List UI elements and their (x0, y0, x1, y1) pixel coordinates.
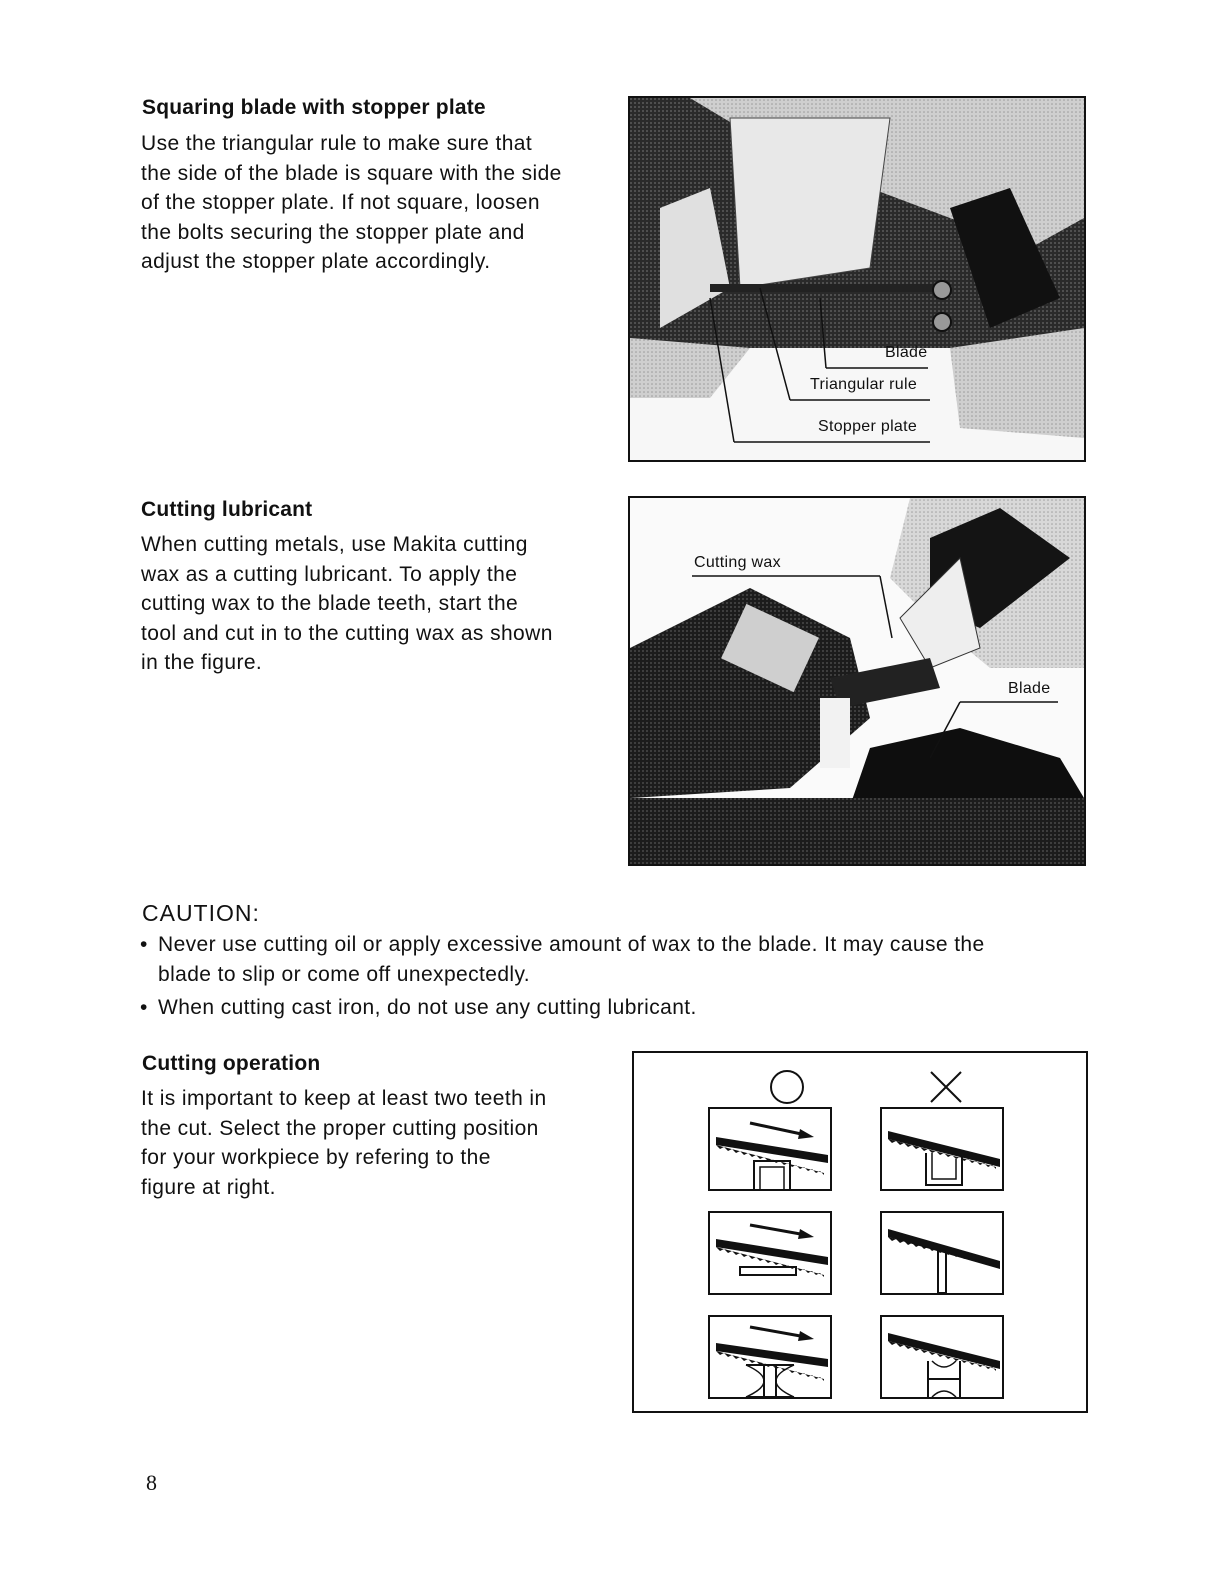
label-cutting-wax: Cutting wax (694, 554, 781, 571)
diagram-correct-i-beam (708, 1315, 832, 1399)
diagram-wrong-channel (880, 1107, 1004, 1191)
diagram-wrong-tall-bar (880, 1211, 1004, 1295)
text-line: Use the triangular rule to make sure that (141, 132, 533, 155)
paragraph-squaring-blade (141, 129, 599, 277)
photo-illustration (630, 98, 1084, 460)
paragraph-cutting-lubricant (141, 530, 599, 678)
blade-over-tall-bar-icon (882, 1213, 1002, 1293)
text-line: in the figure. (141, 651, 263, 675)
label-blade: Blade (1008, 680, 1051, 697)
blade-over-i-beam-icon (710, 1317, 830, 1397)
photo-squaring-blade (628, 96, 1086, 462)
text-line: cutting wax to the blade teeth, start the (141, 592, 519, 616)
text-line: When cutting metals, use Makita cutting (141, 533, 528, 556)
blade-over-flat-bar-icon (710, 1213, 830, 1293)
diagram-correct-channel (708, 1107, 832, 1191)
page-number: 8 (146, 1470, 157, 1495)
label-stopper-plate: Stopper plate (818, 418, 918, 435)
text-line: adjust the stopper plate accordingly. (141, 250, 491, 274)
paragraph-cutting-operation (141, 1084, 599, 1202)
bullet-dot: • (140, 996, 148, 1019)
caution-bullet-1 (140, 930, 1100, 990)
bullet-text-continued: blade to slip or come off unexpectedly. (158, 963, 531, 986)
caution-title: CAUTION: (142, 900, 260, 926)
text-line: the bolts securing the stopper plate and (141, 220, 525, 244)
correct-symbol-icon (769, 1069, 805, 1105)
bullet-text: When cutting cast iron, do not use any cutting lubricant. (158, 996, 697, 1019)
wrong-symbol-icon (928, 1069, 964, 1105)
heading-squaring-blade: Squaring blade with stopper plate (142, 96, 486, 119)
label-blade: Blade (885, 344, 928, 361)
heading-cutting-lubricant: Cutting lubricant (141, 498, 313, 521)
text-line: of the stopper plate. If not square, loosen (141, 191, 540, 215)
text-line: tool and cut in to the cutting wax as shown (141, 621, 553, 645)
text-line: wax as a cutting lubricant. To apply the (141, 562, 518, 586)
photo-cutting-wax (628, 496, 1086, 866)
blade-over-channel-icon (710, 1109, 830, 1189)
label-triangular-rule: Triangular rule (810, 376, 918, 393)
bullet-dot: • (140, 933, 148, 956)
cutting-position-figure (632, 1051, 1088, 1413)
blade-over-h-beam-icon (882, 1317, 1002, 1397)
bullet-text: Never use cutting oil or apply excessive amount of wax to the blade. It may cause the (158, 933, 985, 956)
text-line: for your workpiece by refering to the (141, 1146, 491, 1170)
blade-over-channel-icon (882, 1109, 1002, 1189)
text-line: It is important to keep at least two teeth in (141, 1087, 547, 1110)
diagram-correct-flat-bar (708, 1211, 832, 1295)
caution-bullet-2 (140, 993, 1100, 1023)
text-line: the cut. Select the proper cutting position (141, 1116, 539, 1140)
heading-cutting-operation: Cutting operation (142, 1052, 321, 1075)
text-line: figure at right. (141, 1175, 276, 1199)
text-line: the side of the blade is square with the side (141, 161, 562, 185)
diagram-wrong-h-beam (880, 1315, 1004, 1399)
